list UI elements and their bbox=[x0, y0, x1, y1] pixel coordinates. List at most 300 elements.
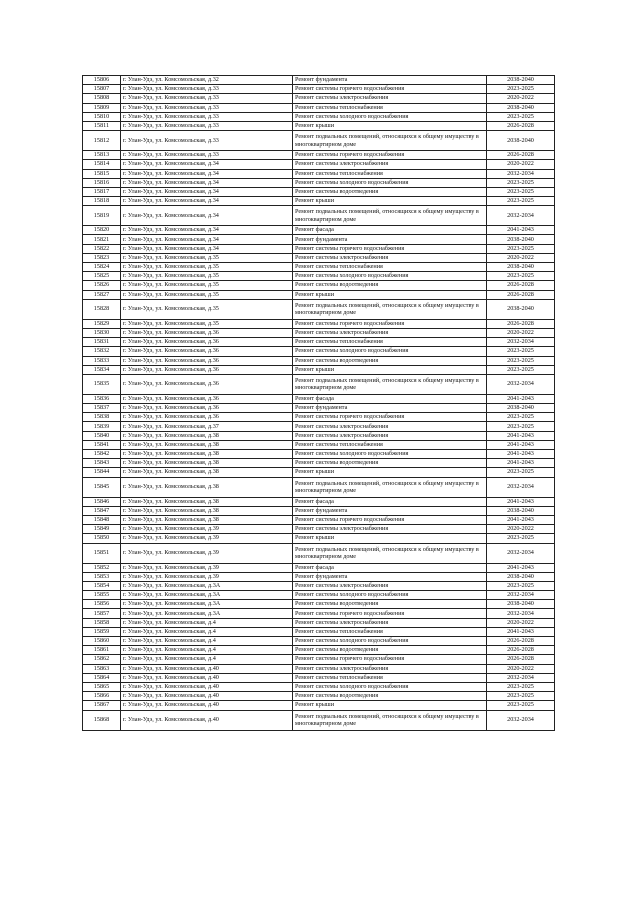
period-cell: 2032-2034 bbox=[487, 338, 555, 347]
address-cell: г. Улан-Удэ, ул. Комсомольская, д.40 bbox=[121, 710, 293, 730]
work-type-cell: Ремонт системы холодного водоснабжения bbox=[293, 682, 487, 691]
period-cell: 2026-2028 bbox=[487, 281, 555, 290]
work-type-cell: Ремонт системы холодного водоснабжения bbox=[293, 272, 487, 281]
table-row bbox=[83, 692, 555, 701]
address-cell: г. Улан-Удэ, ул. Комсомольская, д.4 bbox=[121, 646, 293, 655]
table-row bbox=[83, 151, 555, 160]
period-cell: 2023-2025 bbox=[487, 692, 555, 701]
period-cell: 2023-2025 bbox=[487, 187, 555, 196]
work-type-cell: Ремонт крыши bbox=[293, 534, 487, 543]
repair-schedule-table bbox=[82, 75, 555, 731]
table-row bbox=[83, 347, 555, 356]
work-type-cell: Ремонт системы теплоснабжения bbox=[293, 338, 487, 347]
work-type-cell: Ремонт подвальных помещений, относящихся к общему имуществу в многоквартирном доме bbox=[293, 374, 487, 394]
row-number-cell: 15838 bbox=[83, 413, 121, 422]
address-cell: г. Улан-Удэ, ул. Комсомольская, д.36 bbox=[121, 404, 293, 413]
work-type-cell: Ремонт крыши bbox=[293, 197, 487, 206]
row-number-cell: 15842 bbox=[83, 450, 121, 459]
table-row bbox=[83, 515, 555, 524]
table-row bbox=[83, 637, 555, 646]
table-row bbox=[83, 543, 555, 563]
work-type-cell: Ремонт фасада bbox=[293, 226, 487, 235]
row-number-cell: 15822 bbox=[83, 244, 121, 253]
address-cell: г. Улан-Удэ, ул. Комсомольская, д.35 bbox=[121, 272, 293, 281]
period-cell: 2032-2034 bbox=[487, 710, 555, 730]
table-row bbox=[83, 682, 555, 691]
address-cell: г. Улан-Удэ, ул. Комсомольская, д.38 bbox=[121, 515, 293, 524]
row-number-cell: 15818 bbox=[83, 197, 121, 206]
work-type-cell: Ремонт системы водоотведения bbox=[293, 281, 487, 290]
address-cell: г. Улан-Удэ, ул. Комсомольская, д.33 bbox=[121, 94, 293, 103]
period-cell: 2038-2040 bbox=[487, 263, 555, 272]
work-type-cell: Ремонт системы теплоснабжения bbox=[293, 263, 487, 272]
address-cell: г. Улан-Удэ, ул. Комсомольская, д.39 bbox=[121, 543, 293, 563]
period-cell: 2041-2043 bbox=[487, 459, 555, 468]
table-row bbox=[83, 226, 555, 235]
table-row bbox=[83, 525, 555, 534]
row-number-cell: 15853 bbox=[83, 572, 121, 581]
row-number-cell: 15814 bbox=[83, 160, 121, 169]
table-row bbox=[83, 178, 555, 187]
address-cell: г. Улан-Удэ, ул. Комсомольская, д.36 bbox=[121, 365, 293, 374]
address-cell: г. Улан-Удэ, ул. Комсомольская, д.38 bbox=[121, 506, 293, 515]
period-cell: 2038-2040 bbox=[487, 404, 555, 413]
period-cell: 2020-2022 bbox=[487, 160, 555, 169]
work-type-cell: Ремонт системы электроснабжения bbox=[293, 664, 487, 673]
address-cell: г. Улан-Удэ, ул. Комсомольская, д.32 bbox=[121, 76, 293, 85]
row-number-cell: 15826 bbox=[83, 281, 121, 290]
row-number-cell: 15852 bbox=[83, 563, 121, 572]
row-number-cell: 15864 bbox=[83, 673, 121, 682]
table-row bbox=[83, 365, 555, 374]
table-row bbox=[83, 673, 555, 682]
row-number-cell: 15858 bbox=[83, 618, 121, 627]
period-cell: 2041-2043 bbox=[487, 627, 555, 636]
row-number-cell: 15832 bbox=[83, 347, 121, 356]
work-type-cell: Ремонт системы электроснабжения bbox=[293, 94, 487, 103]
table-row bbox=[83, 187, 555, 196]
address-cell: г. Улан-Удэ, ул. Комсомольская, д.40 bbox=[121, 673, 293, 682]
row-number-cell: 15815 bbox=[83, 169, 121, 178]
work-type-cell: Ремонт подвальных помещений, относящихся к общему имуществу в многоквартирном доме bbox=[293, 206, 487, 226]
row-number-cell: 15863 bbox=[83, 664, 121, 673]
row-number-cell: 15824 bbox=[83, 263, 121, 272]
table-row bbox=[83, 710, 555, 730]
address-cell: г. Улан-Удэ, ул. Комсомольская, д.35 bbox=[121, 290, 293, 299]
table-row bbox=[83, 76, 555, 85]
address-cell: г. Улан-Удэ, ул. Комсомольская, д.34 bbox=[121, 160, 293, 169]
address-cell: г. Улан-Удэ, ул. Комсомольская, д.38 bbox=[121, 450, 293, 459]
period-cell: 2023-2025 bbox=[487, 244, 555, 253]
address-cell: г. Улан-Удэ, ул. Комсомольская, д.34 bbox=[121, 178, 293, 187]
table-row bbox=[83, 609, 555, 618]
period-cell: 2026-2028 bbox=[487, 637, 555, 646]
work-type-cell: Ремонт крыши bbox=[293, 701, 487, 710]
period-cell: 2026-2028 bbox=[487, 121, 555, 130]
row-number-cell: 15862 bbox=[83, 655, 121, 664]
address-cell: г. Улан-Удэ, ул. Комсомольская, д.36 bbox=[121, 413, 293, 422]
period-cell: 2020-2022 bbox=[487, 253, 555, 262]
work-type-cell: Ремонт системы теплоснабжения bbox=[293, 673, 487, 682]
table-row bbox=[83, 197, 555, 206]
work-type-cell: Ремонт системы теплоснабжения bbox=[293, 627, 487, 636]
address-cell: г. Улан-Удэ, ул. Комсомольская, д.40 bbox=[121, 682, 293, 691]
table-body bbox=[83, 76, 555, 731]
row-number-cell: 15833 bbox=[83, 356, 121, 365]
work-type-cell: Ремонт системы электроснабжения bbox=[293, 160, 487, 169]
period-cell: 2023-2025 bbox=[487, 682, 555, 691]
period-cell: 2038-2040 bbox=[487, 131, 555, 151]
work-type-cell: Ремонт системы горячего водоснабжения bbox=[293, 85, 487, 94]
period-cell: 2032-2034 bbox=[487, 673, 555, 682]
row-number-cell: 15854 bbox=[83, 581, 121, 590]
period-cell: 2023-2025 bbox=[487, 365, 555, 374]
address-cell: г. Улан-Удэ, ул. Комсомольская, д.35 bbox=[121, 253, 293, 262]
work-type-cell: Ремонт фундамента bbox=[293, 404, 487, 413]
table-row bbox=[83, 253, 555, 262]
period-cell: 2038-2040 bbox=[487, 235, 555, 244]
period-cell: 2038-2040 bbox=[487, 572, 555, 581]
work-type-cell: Ремонт фасада bbox=[293, 394, 487, 403]
address-cell: г. Улан-Удэ, ул. Комсомольская, д.35 bbox=[121, 299, 293, 319]
work-type-cell: Ремонт фасада bbox=[293, 563, 487, 572]
row-number-cell: 15846 bbox=[83, 497, 121, 506]
work-type-cell: Ремонт подвальных помещений, относящихся к общему имуществу в многоквартирном доме bbox=[293, 131, 487, 151]
work-type-cell: Ремонт системы холодного водоснабжения bbox=[293, 347, 487, 356]
row-number-cell: 15840 bbox=[83, 431, 121, 440]
table-row bbox=[83, 160, 555, 169]
row-number-cell: 15867 bbox=[83, 701, 121, 710]
work-type-cell: Ремонт системы холодного водоснабжения bbox=[293, 637, 487, 646]
address-cell: г. Улан-Удэ, ул. Комсомольская, д.37 bbox=[121, 422, 293, 431]
address-cell: г. Улан-Удэ, ул. Комсомольская, д.36 bbox=[121, 394, 293, 403]
address-cell: г. Улан-Удэ, ул. Комсомольская, д.36 bbox=[121, 328, 293, 337]
period-cell: 2032-2034 bbox=[487, 374, 555, 394]
address-cell: г. Улан-Удэ, ул. Комсомольская, д.39 bbox=[121, 563, 293, 572]
period-cell: 2020-2022 bbox=[487, 94, 555, 103]
period-cell: 2032-2034 bbox=[487, 477, 555, 497]
work-type-cell: Ремонт системы электроснабжения bbox=[293, 431, 487, 440]
row-number-cell: 15860 bbox=[83, 637, 121, 646]
address-cell: г. Улан-Удэ, ул. Комсомольская, д.40 bbox=[121, 664, 293, 673]
work-type-cell: Ремонт подвальных помещений, относящихся к общему имуществу в многоквартирном доме bbox=[293, 710, 487, 730]
address-cell: г. Улан-Удэ, ул. Комсомольская, д.33 bbox=[121, 121, 293, 130]
period-cell: 2032-2034 bbox=[487, 543, 555, 563]
table-row bbox=[83, 581, 555, 590]
row-number-cell: 15823 bbox=[83, 253, 121, 262]
work-type-cell: Ремонт системы горячего водоснабжения bbox=[293, 515, 487, 524]
row-number-cell: 15807 bbox=[83, 85, 121, 94]
table-row bbox=[83, 646, 555, 655]
table-row bbox=[83, 600, 555, 609]
row-number-cell: 15841 bbox=[83, 440, 121, 449]
address-cell: г. Улан-Удэ, ул. Комсомольская, д.40 bbox=[121, 692, 293, 701]
address-cell: г. Улан-Удэ, ул. Комсомольская, д.3А bbox=[121, 600, 293, 609]
work-type-cell: Ремонт крыши bbox=[293, 121, 487, 130]
address-cell: г. Улан-Удэ, ул. Комсомольская, д.36 bbox=[121, 374, 293, 394]
table-row bbox=[83, 272, 555, 281]
period-cell: 2023-2025 bbox=[487, 347, 555, 356]
table-row bbox=[83, 477, 555, 497]
work-type-cell: Ремонт системы водоотведения bbox=[293, 692, 487, 701]
table-row bbox=[83, 450, 555, 459]
address-cell: г. Улан-Удэ, ул. Комсомольская, д.34 bbox=[121, 169, 293, 178]
period-cell: 2032-2034 bbox=[487, 609, 555, 618]
work-type-cell: Ремонт крыши bbox=[293, 468, 487, 477]
table-row bbox=[83, 468, 555, 477]
period-cell: 2023-2025 bbox=[487, 422, 555, 431]
table-row bbox=[83, 206, 555, 226]
row-number-cell: 15857 bbox=[83, 609, 121, 618]
period-cell: 2023-2025 bbox=[487, 272, 555, 281]
address-cell: г. Улан-Удэ, ул. Комсомольская, д.38 bbox=[121, 431, 293, 440]
work-type-cell: Ремонт системы теплоснабжения bbox=[293, 103, 487, 112]
period-cell: 2026-2028 bbox=[487, 290, 555, 299]
row-number-cell: 15865 bbox=[83, 682, 121, 691]
row-number-cell: 15866 bbox=[83, 692, 121, 701]
period-cell: 2026-2028 bbox=[487, 151, 555, 160]
table-row bbox=[83, 563, 555, 572]
row-number-cell: 15819 bbox=[83, 206, 121, 226]
work-type-cell: Ремонт системы водоотведения bbox=[293, 187, 487, 196]
table-row bbox=[83, 701, 555, 710]
row-number-cell: 15827 bbox=[83, 290, 121, 299]
row-number-cell: 15868 bbox=[83, 710, 121, 730]
table-row bbox=[83, 627, 555, 636]
row-number-cell: 15844 bbox=[83, 468, 121, 477]
address-cell: г. Улан-Удэ, ул. Комсомольская, д.36 bbox=[121, 347, 293, 356]
row-number-cell: 15813 bbox=[83, 151, 121, 160]
period-cell: 2023-2025 bbox=[487, 534, 555, 543]
address-cell: г. Улан-Удэ, ул. Комсомольская, д.36 bbox=[121, 356, 293, 365]
address-cell: г. Улан-Удэ, ул. Комсомольская, д.39 bbox=[121, 534, 293, 543]
period-cell: 2023-2025 bbox=[487, 197, 555, 206]
period-cell: 2023-2025 bbox=[487, 701, 555, 710]
table-row bbox=[83, 319, 555, 328]
table-row bbox=[83, 394, 555, 403]
table-row bbox=[83, 131, 555, 151]
table-row bbox=[83, 422, 555, 431]
work-type-cell: Ремонт фасада bbox=[293, 497, 487, 506]
address-cell: г. Улан-Удэ, ул. Комсомольская, д.4 bbox=[121, 637, 293, 646]
row-number-cell: 15809 bbox=[83, 103, 121, 112]
row-number-cell: 15848 bbox=[83, 515, 121, 524]
period-cell: 2041-2043 bbox=[487, 497, 555, 506]
address-cell: г. Улан-Удэ, ул. Комсомольская, д.34 bbox=[121, 235, 293, 244]
address-cell: г. Улан-Удэ, ул. Комсомольская, д.33 bbox=[121, 103, 293, 112]
work-type-cell: Ремонт системы горячего водоснабжения bbox=[293, 655, 487, 664]
row-number-cell: 15830 bbox=[83, 328, 121, 337]
row-number-cell: 15855 bbox=[83, 591, 121, 600]
address-cell: г. Улан-Удэ, ул. Комсомольская, д.4 bbox=[121, 618, 293, 627]
period-cell: 2023-2025 bbox=[487, 356, 555, 365]
address-cell: г. Улан-Удэ, ул. Комсомольская, д.34 bbox=[121, 244, 293, 253]
work-type-cell: Ремонт системы электроснабжения bbox=[293, 525, 487, 534]
address-cell: г. Улан-Удэ, ул. Комсомольская, д.3А bbox=[121, 609, 293, 618]
address-cell: г. Улан-Удэ, ул. Комсомольская, д.35 bbox=[121, 319, 293, 328]
work-type-cell: Ремонт системы горячего водоснабжения bbox=[293, 244, 487, 253]
table-row bbox=[83, 290, 555, 299]
table-row bbox=[83, 338, 555, 347]
row-number-cell: 15806 bbox=[83, 76, 121, 85]
address-cell: г. Улан-Удэ, ул. Комсомольская, д.34 bbox=[121, 206, 293, 226]
period-cell: 2023-2025 bbox=[487, 581, 555, 590]
period-cell: 2032-2034 bbox=[487, 591, 555, 600]
table-row bbox=[83, 356, 555, 365]
table-row bbox=[83, 591, 555, 600]
period-cell: 2023-2025 bbox=[487, 112, 555, 121]
table-row bbox=[83, 169, 555, 178]
table-row bbox=[83, 440, 555, 449]
table-row bbox=[83, 121, 555, 130]
table-row bbox=[83, 244, 555, 253]
work-type-cell: Ремонт системы водоотведения bbox=[293, 600, 487, 609]
row-number-cell: 15859 bbox=[83, 627, 121, 636]
period-cell: 2041-2043 bbox=[487, 563, 555, 572]
row-number-cell: 15816 bbox=[83, 178, 121, 187]
row-number-cell: 15839 bbox=[83, 422, 121, 431]
table-row bbox=[83, 235, 555, 244]
work-type-cell: Ремонт системы водоотведения bbox=[293, 356, 487, 365]
table-row bbox=[83, 431, 555, 440]
address-cell: г. Улан-Удэ, ул. Комсомольская, д.34 bbox=[121, 226, 293, 235]
row-number-cell: 15812 bbox=[83, 131, 121, 151]
address-cell: г. Улан-Удэ, ул. Комсомольская, д.35 bbox=[121, 263, 293, 272]
period-cell: 2041-2043 bbox=[487, 431, 555, 440]
row-number-cell: 15828 bbox=[83, 299, 121, 319]
address-cell: г. Улан-Удэ, ул. Комсомольская, д.38 bbox=[121, 477, 293, 497]
work-type-cell: Ремонт системы электроснабжения bbox=[293, 253, 487, 262]
period-cell: 2041-2043 bbox=[487, 394, 555, 403]
work-type-cell: Ремонт подвальных помещений, относящихся к общему имуществу в многоквартирном доме bbox=[293, 299, 487, 319]
table-row bbox=[83, 664, 555, 673]
row-number-cell: 15849 bbox=[83, 525, 121, 534]
period-cell: 2038-2040 bbox=[487, 76, 555, 85]
address-cell: г. Улан-Удэ, ул. Комсомольская, д.33 bbox=[121, 131, 293, 151]
address-cell: г. Улан-Удэ, ул. Комсомольская, д.33 bbox=[121, 85, 293, 94]
work-type-cell: Ремонт системы теплоснабжения bbox=[293, 169, 487, 178]
table-row bbox=[83, 112, 555, 121]
table-row bbox=[83, 618, 555, 627]
table-row bbox=[83, 103, 555, 112]
row-number-cell: 15820 bbox=[83, 226, 121, 235]
period-cell: 2020-2022 bbox=[487, 525, 555, 534]
row-number-cell: 15847 bbox=[83, 506, 121, 515]
work-type-cell: Ремонт системы холодного водоснабжения bbox=[293, 178, 487, 187]
row-number-cell: 15834 bbox=[83, 365, 121, 374]
work-type-cell: Ремонт системы электроснабжения bbox=[293, 422, 487, 431]
table-row bbox=[83, 413, 555, 422]
work-type-cell: Ремонт системы электроснабжения bbox=[293, 328, 487, 337]
table-row bbox=[83, 374, 555, 394]
work-type-cell: Ремонт фундамента bbox=[293, 76, 487, 85]
address-cell: г. Улан-Удэ, ул. Комсомольская, д.39 bbox=[121, 572, 293, 581]
row-number-cell: 15835 bbox=[83, 374, 121, 394]
period-cell: 2020-2022 bbox=[487, 664, 555, 673]
table-row bbox=[83, 281, 555, 290]
row-number-cell: 15829 bbox=[83, 319, 121, 328]
period-cell: 2041-2043 bbox=[487, 450, 555, 459]
period-cell: 2041-2043 bbox=[487, 440, 555, 449]
address-cell: г. Улан-Удэ, ул. Комсомольская, д.34 bbox=[121, 187, 293, 196]
period-cell: 2038-2040 bbox=[487, 103, 555, 112]
row-number-cell: 15837 bbox=[83, 404, 121, 413]
row-number-cell: 15845 bbox=[83, 477, 121, 497]
work-type-cell: Ремонт системы горячего водоснабжения bbox=[293, 151, 487, 160]
table-row bbox=[83, 655, 555, 664]
period-cell: 2026-2028 bbox=[487, 646, 555, 655]
table-row bbox=[83, 263, 555, 272]
work-type-cell: Ремонт фундамента bbox=[293, 572, 487, 581]
table-row bbox=[83, 534, 555, 543]
table-row bbox=[83, 572, 555, 581]
row-number-cell: 15811 bbox=[83, 121, 121, 130]
table-row bbox=[83, 328, 555, 337]
period-cell: 2032-2034 bbox=[487, 206, 555, 226]
row-number-cell: 15810 bbox=[83, 112, 121, 121]
address-cell: г. Улан-Удэ, ул. Комсомольская, д.38 bbox=[121, 459, 293, 468]
table-row bbox=[83, 404, 555, 413]
period-cell: 2020-2022 bbox=[487, 328, 555, 337]
period-cell: 2023-2025 bbox=[487, 178, 555, 187]
work-type-cell: Ремонт системы горячего водоснабжения bbox=[293, 413, 487, 422]
work-type-cell: Ремонт системы холодного водоснабжения bbox=[293, 112, 487, 121]
row-number-cell: 15836 bbox=[83, 394, 121, 403]
work-type-cell: Ремонт системы холодного водоснабжения bbox=[293, 450, 487, 459]
period-cell: 2041-2043 bbox=[487, 226, 555, 235]
table-row bbox=[83, 94, 555, 103]
period-cell: 2026-2028 bbox=[487, 319, 555, 328]
work-type-cell: Ремонт подвальных помещений, относящихся к общему имуществу в многоквартирном доме bbox=[293, 543, 487, 563]
work-type-cell: Ремонт подвальных помещений, относящихся к общему имуществу в многоквартирном доме bbox=[293, 477, 487, 497]
work-type-cell: Ремонт фундамента bbox=[293, 235, 487, 244]
work-type-cell: Ремонт системы водоотведения bbox=[293, 459, 487, 468]
table-row bbox=[83, 506, 555, 515]
address-cell: г. Улан-Удэ, ул. Комсомольская, д.35 bbox=[121, 281, 293, 290]
work-type-cell: Ремонт системы горячего водоснабжения bbox=[293, 319, 487, 328]
row-number-cell: 15825 bbox=[83, 272, 121, 281]
address-cell: г. Улан-Удэ, ул. Комсомольская, д.39 bbox=[121, 525, 293, 534]
row-number-cell: 15808 bbox=[83, 94, 121, 103]
period-cell: 2038-2040 bbox=[487, 506, 555, 515]
row-number-cell: 15856 bbox=[83, 600, 121, 609]
address-cell: г. Улан-Удэ, ул. Комсомольская, д.36 bbox=[121, 338, 293, 347]
address-cell: г. Улан-Удэ, ул. Комсомольская, д.38 bbox=[121, 468, 293, 477]
work-type-cell: Ремонт крыши bbox=[293, 365, 487, 374]
period-cell: 2023-2025 bbox=[487, 85, 555, 94]
table-row bbox=[83, 299, 555, 319]
table-row bbox=[83, 497, 555, 506]
row-number-cell: 15850 bbox=[83, 534, 121, 543]
address-cell: г. Улан-Удэ, ул. Комсомольская, д.38 bbox=[121, 440, 293, 449]
row-number-cell: 15861 bbox=[83, 646, 121, 655]
row-number-cell: 15831 bbox=[83, 338, 121, 347]
address-cell: г. Улан-Удэ, ул. Комсомольская, д.3А bbox=[121, 581, 293, 590]
address-cell: г. Улан-Удэ, ул. Комсомольская, д.33 bbox=[121, 151, 293, 160]
row-number-cell: 15843 bbox=[83, 459, 121, 468]
table-row bbox=[83, 85, 555, 94]
address-cell: г. Улан-Удэ, ул. Комсомольская, д.34 bbox=[121, 197, 293, 206]
work-type-cell: Ремонт фундамента bbox=[293, 506, 487, 515]
work-type-cell: Ремонт системы теплоснабжения bbox=[293, 440, 487, 449]
address-cell: г. Улан-Удэ, ул. Комсомольская, д.40 bbox=[121, 701, 293, 710]
work-type-cell: Ремонт системы горячего водоснабжения bbox=[293, 609, 487, 618]
period-cell: 2023-2025 bbox=[487, 413, 555, 422]
period-cell: 2023-2025 bbox=[487, 468, 555, 477]
period-cell: 2026-2028 bbox=[487, 655, 555, 664]
period-cell: 2038-2040 bbox=[487, 600, 555, 609]
address-cell: г. Улан-Удэ, ул. Комсомольская, д.4 bbox=[121, 655, 293, 664]
